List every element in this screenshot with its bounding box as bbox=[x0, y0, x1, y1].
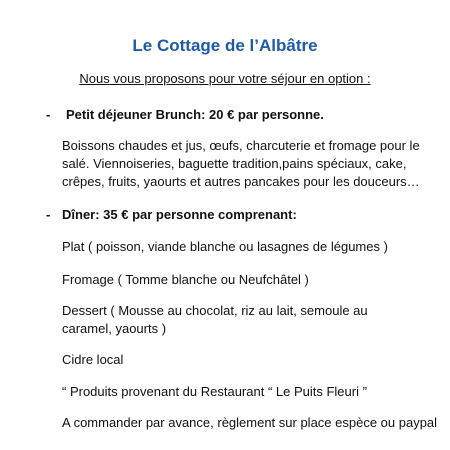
diner-plat: Plat ( poisson, viande blanche ou lasagnes de légumes ) bbox=[62, 239, 388, 254]
intro-line: Nous vous proposons pour votre séjour en option : bbox=[79, 71, 371, 86]
brunch-description: Boissons chaudes et jus, œufs, charcuterie et fromage pour le salé. Viennoiseries, baguette tradition,pains spéciaux, cake, crêpes, fruits, yaourts et autres pancakes pour les douceurs… bbox=[62, 138, 420, 189]
diner-bullet-dash: - bbox=[46, 207, 51, 222]
document-title: Le Cottage de l’Albâtre bbox=[132, 36, 318, 55]
brunch-heading: Petit déjeuner Brunch: 20 € par personne. bbox=[66, 107, 324, 122]
diner-dessert: Dessert ( Mousse au chocolat, riz au lait, semoule au caramel, yaourts ) bbox=[62, 303, 368, 336]
diner-produits: “ Produits provenant du Restaurant “ Le Puits Fleuri ” bbox=[62, 384, 367, 399]
diner-fromage: Fromage ( Tomme blanche ou Neufchâtel ) bbox=[62, 272, 309, 287]
diner-heading: Dîner: 35 € par personne comprenant: bbox=[62, 207, 297, 222]
brunch-bullet-dash: - bbox=[46, 107, 51, 122]
diner-commande: A commander par avance, règlement sur place espèce ou paypal bbox=[62, 415, 438, 430]
diner-cidre: Cidre local bbox=[62, 352, 124, 367]
